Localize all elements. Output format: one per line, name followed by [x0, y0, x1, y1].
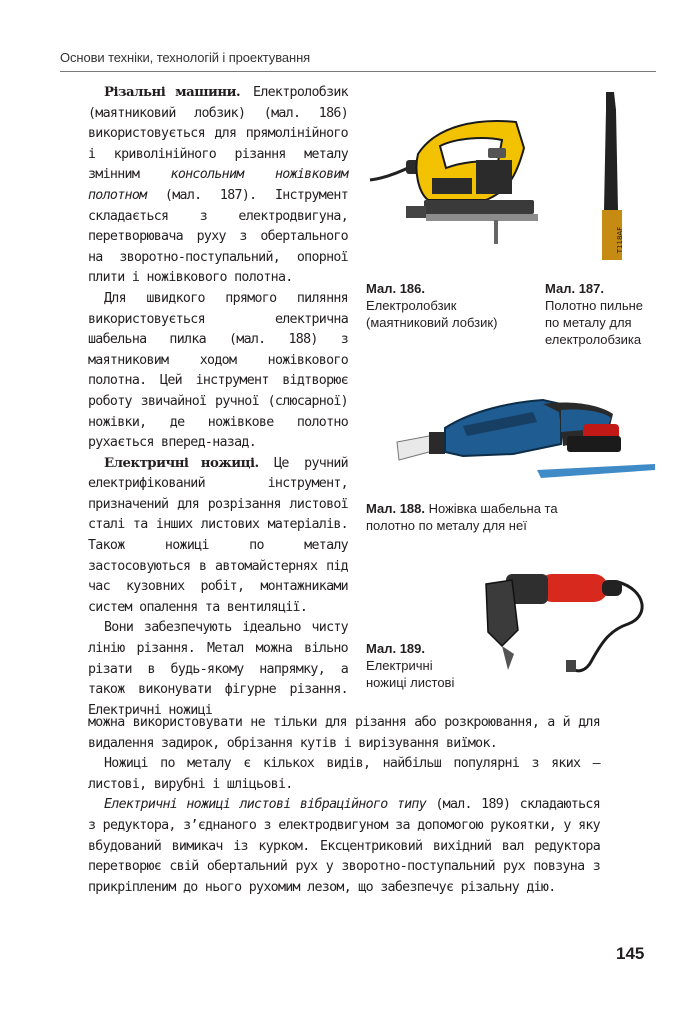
caption-fig-186 [366, 280, 536, 331]
term-electric-shears: Електричні ножиці. [104, 455, 259, 471]
paragraph-cutting-machines: Різальні машини. Електролобзик (маятниковий лобзик) (мал. 186) використовується для прямолінійного і криволінійного різання металу змінним консольним ножівковим полотном (мал. 187). Інструмент складається з електродвигуна, перетворювача руху з обертального на зворотно-поступальний, опорної плити і ножівкового полотна. [88, 85, 348, 286]
fig-189-number: Мал. 189. [366, 641, 426, 656]
fig-186-number: Мал. 186. [366, 281, 426, 296]
caption-fig-188 [366, 500, 606, 534]
fig-187-caption: Полотно пильне по металу для електролобзика [545, 298, 644, 347]
fig-187-number: Мал. 187. [545, 281, 605, 296]
paragraph-cutting-line-cont: можна використовувати не тільки для різання або розкроювання, а й для видалення задирок, обрізання кутів і вирізування виїмок. [88, 715, 600, 751]
header-rule [60, 71, 656, 72]
paragraph-shear-types: Ножиці по металу є кількох видів, найбільш популярні з яких — листові, вирубні і шліцьові. [88, 756, 600, 792]
term-cutting-machines: Різальні машини. [104, 85, 241, 100]
running-header: Основи техніки, технологій і проектування [60, 50, 311, 65]
jigsaw-image [366, 108, 546, 246]
caption-fig-189 [366, 640, 476, 691]
reciprocating-saw-image [393, 382, 658, 484]
paragraph-electric-shears: Електричні ножиці. Це ручний електрифікований інструмент, призначений для розрізання листової сталі та інших листових матеріалів. Також ножиці по металу застосовуються в автомайстернях під час кузовних робіт, монтажниками систем опалення та вентиляції. [88, 455, 348, 615]
paragraph-vibration-shears: Електричні ножиці листові вібраційного типу (мал. 189) складаються з редуктора, з’єднаного з електродвигуном за допомогою рукоятки, у яку вбудований вимикач із курком. Ексцентриковий вихідний вал редуктора перетворює свій обертальний рух у зворотно-поступальний рух повзуна з прикріпленим до нього рухомим лезом, що забезпечує різальну дію. [88, 797, 600, 895]
text-column [88, 83, 348, 721]
fig-189-caption: Електричні ножиці листові [366, 658, 455, 690]
caption-fig-187 [545, 280, 660, 348]
term-console-blade: консольним ножівковим полотном [88, 167, 348, 203]
text-full-width [88, 713, 600, 898]
term-vibration-shears: Електричні ножиці листові вібраційного типу [104, 797, 427, 813]
fig-186-caption: Електролобзик (маятниковий лобзик) [366, 298, 498, 330]
jigsaw-blade-image [592, 90, 632, 266]
blade-marking: T118AF [616, 226, 624, 254]
electric-shears-image [478, 560, 658, 678]
fig-188-number: Мал. 188. [366, 501, 426, 516]
fig-188-caption: Ножівка шабельна та полотно по металу для неї [366, 501, 558, 533]
page-number: 145 [616, 944, 645, 963]
paragraph-sabre-saw: Для швидкого прямого пиляння використовується електрична шабельна пилка (мал. 188) з маятниковим ходом ножівкового полотна. Цей інструмент відтворює роботу звичайної ручної (слюсарної) ножівки, де ножівкове полотно рухається вперед-назад. [88, 290, 348, 451]
paragraph-cutting-line: Вони забезпечують ідеально чисту лінію різання. Метал можна вільно різати в будь-якому напрямку, а також виконувати фігурне різання. Електричні ножиці [88, 620, 348, 718]
